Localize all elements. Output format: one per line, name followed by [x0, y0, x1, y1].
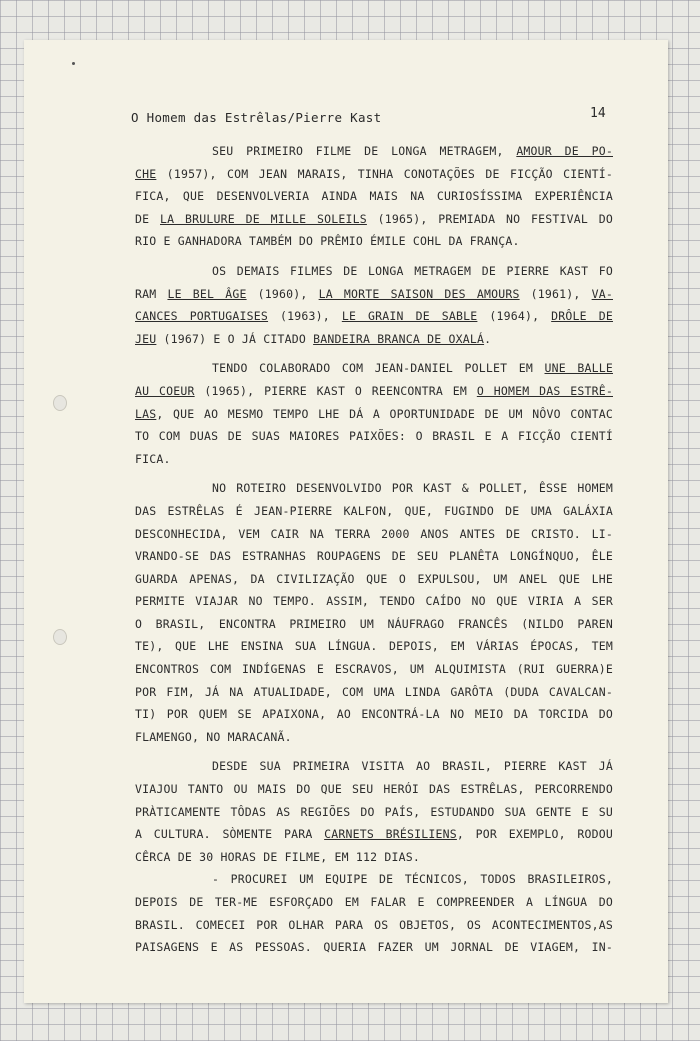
text-run: TI) POR QUEM SE APAIXONA, AO ENCONTRÁ-LA NO MEIO DA TORCIDA DO — [135, 707, 613, 722]
text-run: - PROCUREI UM EQUIPE DE TÉCNICOS, TODOS BRASILEIROS, — [212, 872, 613, 887]
text-run: DE — [135, 211, 161, 226]
text-run: RIO E GANHADORA TAMBÉM DO PRÊMIO ÉMILE COHL DA FRANÇA. — [135, 234, 520, 249]
film-title: LA MORTE SAISON DES AMOURS — [318, 286, 520, 301]
text-run: TO COM DUAS DE SUAS MAIORES PAIXÕES: O BRASIL E A FICÇÃO CIENTÍ — [135, 429, 613, 444]
text-run: (1965), PREMIADA NO FESTIVAL DO — [366, 211, 614, 226]
text-run: DESDE SUA PRIMEIRA VISITA AO BRASIL, PIERRE KAST JÁ — [212, 759, 613, 774]
text-line — [135, 230, 613, 253]
ink-speck — [72, 62, 75, 65]
film-title: BANDEIRA BRANCA DE OXALÁ — [313, 331, 485, 346]
punch-hole-bottom — [53, 629, 67, 645]
film-title: LE GRAIN DE SABLE — [341, 309, 478, 324]
paper-sheet — [24, 40, 668, 1003]
text-line — [135, 185, 613, 208]
text-run: DEPOIS DE TER-ME ESFORÇADO EM FALAR E COMPREENDER A LÍNGUA DO — [135, 895, 613, 909]
film-title: CANCES PORTUGAISES — [135, 309, 269, 324]
paragraph-gap — [135, 253, 613, 260]
text-line — [135, 681, 613, 704]
text-run: DAS ESTRÊLAS É JEAN-PIERRE KALFON, QUE, FUGINDO DE UMA GALÁXIA — [135, 503, 613, 518]
text-line — [135, 868, 613, 891]
text-line — [135, 823, 613, 846]
film-title: UNE BALLE — [544, 361, 613, 376]
text-run: (1965), PIERRE KAST O REENCONTRA EM — [194, 383, 477, 398]
text-run: BRASIL. COMECEI POR OLHAR PARA OS OBJETOS, OS ACONTECIMENTOS,AS — [135, 917, 613, 932]
text-run: FICA. — [135, 451, 171, 466]
text-line — [135, 425, 613, 448]
text-line — [135, 778, 613, 801]
text-run: (1963), — [268, 309, 342, 324]
paragraph-gap — [135, 748, 613, 755]
text-run: O BRASIL, ENCONTRA PRIMEIRO UM NÁUFRAGO FRANCÊS (NILDO PAREN — [135, 616, 613, 631]
text-run: TE), QUE LHE ENSINA SUA LÍNGUA. DEPOIS, EM VÁRIAS ÉPOCAS, TEM — [135, 639, 613, 654]
body-text — [135, 140, 613, 959]
text-line — [135, 846, 613, 869]
text-line — [135, 914, 613, 937]
film-title: AU COEUR — [135, 383, 195, 398]
text-line — [135, 140, 613, 163]
text-run: (1957), COM JEAN MARAIS, TINHA CONOTAÇÕES DE FICÇÃO CIENTÍ- — [156, 166, 613, 181]
text-line — [135, 380, 613, 403]
text-line — [135, 545, 613, 568]
text-line — [135, 305, 613, 328]
paragraph-gap — [135, 350, 613, 357]
text-run: RAM — [135, 286, 168, 301]
text-line — [135, 801, 613, 824]
running-header: O Homem das Estrêlas/Pierre Kast — [131, 110, 382, 125]
film-title: AMOUR DE PO- — [516, 144, 613, 158]
text-run: PERMITE VIAJAR NO TEMPO. ASSIM, TENDO CAÍDO NO QUE VIRIA A SER — [135, 594, 613, 609]
text-line — [135, 568, 613, 591]
paragraph-gap — [135, 470, 613, 477]
text-run: OS DEMAIS FILMES DE LONGA METRAGEM DE PIERRE KAST FO — [212, 263, 613, 278]
text-line — [135, 163, 613, 186]
paragraph — [135, 477, 613, 748]
text-line — [135, 658, 613, 681]
text-line — [135, 613, 613, 636]
text-run: FLAMENGO, NO MARACANÃ. — [135, 729, 292, 744]
film-title: LAS — [135, 406, 157, 421]
page-number: 14 — [590, 106, 606, 121]
text-run: TENDO COLABORADO COM JEAN-DANIEL POLLET EM — [212, 361, 545, 376]
text-line — [135, 703, 613, 726]
text-line — [135, 208, 613, 231]
paragraph — [135, 755, 613, 868]
text-line — [135, 590, 613, 613]
text-line — [135, 260, 613, 283]
text-line — [135, 283, 613, 306]
text-run: CÊRCA DE 30 HORAS DE FILME, EM 112 DIAS. — [135, 849, 420, 864]
text-line — [135, 500, 613, 523]
text-run: ENCONTROS COM INDÍGENAS E ESCRAVOS, UM ALQUIMISTA (RUI GUERRA)E — [135, 662, 613, 677]
text-line — [135, 448, 613, 471]
text-line — [135, 477, 613, 500]
film-title: O HOMEM DAS ESTRÊ- — [476, 383, 613, 398]
text-line — [135, 523, 613, 546]
film-title: CHE — [135, 166, 157, 181]
text-line — [135, 726, 613, 749]
text-run: VRANDO-SE DAS ESTRANHAS ROUPAGENS DE SEU PLANÊTA LONGÍNQUO, ÊLE — [135, 549, 613, 564]
film-title: VA- — [591, 286, 613, 301]
film-title: JEU — [135, 331, 157, 346]
text-run: A CULTURA. SÒMENTE PARA — [135, 827, 325, 842]
film-title: CARNETS BRÉSILIENS — [324, 827, 457, 842]
text-line — [135, 936, 613, 959]
text-run: (1967) E O JÁ CITADO — [156, 331, 314, 346]
paragraph — [135, 260, 613, 350]
text-line — [135, 403, 613, 426]
paragraph — [135, 868, 613, 958]
text-line — [135, 357, 613, 380]
text-run: , POR EXEMPLO, RODOU — [456, 827, 613, 842]
text-run: , QUE AO MESMO TEMPO LHE DÁ A OPORTUNIDADE DE UM NÔVO CONTAC — [156, 406, 613, 421]
text-run: POR FIM, JÁ NA ATUALIDADE, COM UMA LINDA GARÔTA (DUDA CAVALCAN- — [135, 684, 613, 699]
text-line — [135, 891, 613, 914]
punch-hole-top — [53, 395, 67, 411]
paragraph — [135, 140, 613, 253]
text-run: (1964), — [477, 309, 552, 324]
paragraph — [135, 357, 613, 470]
text-run: (1960), — [246, 286, 319, 301]
text-run: PRÀTICAMENTE TÔDAS AS REGIÕES DO PAÍS, ESTUDANDO SUA GENTE E SU — [135, 804, 613, 819]
text-line — [135, 635, 613, 658]
text-run: DESCONHECIDA, VEM CAIR NA TERRA 2000 ANOS ANTES DE CRISTO. LI- — [135, 526, 613, 541]
text-line — [135, 755, 613, 778]
text-run: PAISAGENS E AS PESSOAS. QUERIA FAZER UM JORNAL DE VIAGEM, IN- — [135, 940, 613, 955]
text-line — [135, 328, 613, 351]
film-title: DRÔLE DE — [551, 309, 613, 324]
text-run: (1961), — [519, 286, 592, 301]
film-title: LA BRULURE DE MILLE SOLEILS — [160, 211, 367, 226]
text-run: . — [484, 331, 492, 346]
text-run: VIAJOU TANTO OU MAIS DO QUE SEU HERÓI DAS ESTRÊLAS, PERCORRENDO — [135, 782, 613, 797]
text-run: NO ROTEIRO DESENVOLVIDO POR KAST & POLLET, ÊSSE HOMEM — [212, 481, 613, 496]
text-run: GUARDA APENAS, DA CIVILIZAÇÃO QUE O EXPULSOU, UM ANEL QUE LHE — [135, 571, 613, 586]
film-title: LE BEL ÂGE — [167, 286, 247, 301]
text-run: SEU PRIMEIRO FILME DE LONGA METRAGEM, — [212, 144, 517, 158]
text-run: FICA, QUE DESENVOLVERIA AINDA MAIS NA CURIOSÍSSIMA EXPERIÊNCIA — [135, 189, 613, 204]
